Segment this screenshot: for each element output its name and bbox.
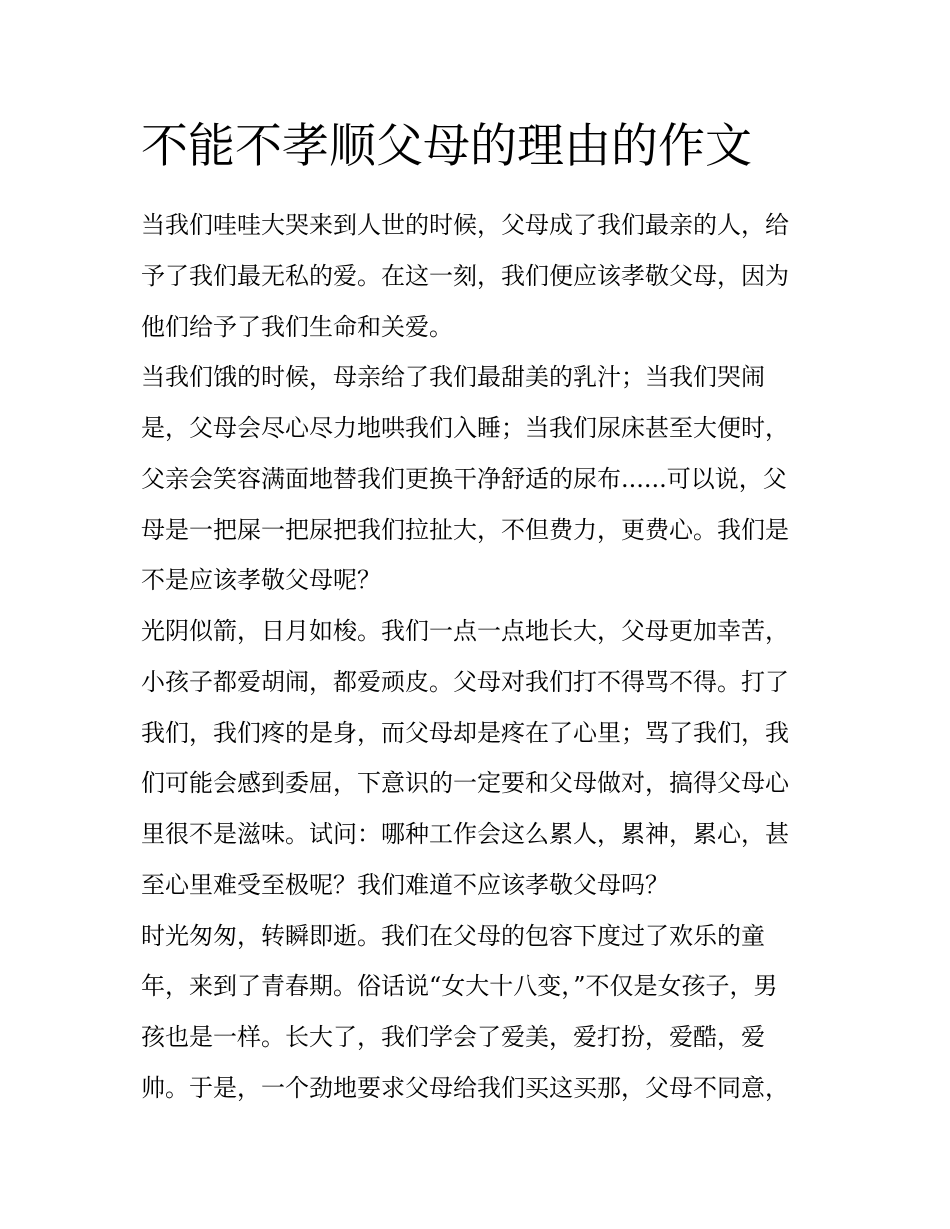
- text-line: 母是一把屎一把尿把我们拉扯大，不但费力，更费心。我们是: [141, 515, 789, 544]
- text-line: 年，来到了青春期。俗话说“女大十八变，”不仅是女孩子，男: [141, 972, 778, 1001]
- text-line: 光阴似箭，日月如梭。我们一点一点地长大，父母更加幸苦，: [141, 617, 789, 645]
- text-line: 帅。于是，一个劲地要求父母给我们买这买那，父母不同意，: [141, 1073, 789, 1102]
- text-line: 我们，我们疼的是身，而父母却是疼在了心里；骂了我们，我: [141, 718, 789, 747]
- text-line: 予了我们最无私的爱。在这一刻，我们便应该孝敬父母，因为: [141, 261, 789, 290]
- text-line: 不是应该孝敬父母呢？: [141, 566, 381, 595]
- text-line: 小孩子都爱胡闹，都爱顽皮。父母对我们打不得骂不得。打了: [141, 667, 789, 696]
- text-line: 里很不是滋味。试问：哪种工作会这么累人，累神，累心，甚: [141, 820, 789, 848]
- document-title: 不能不孝顺父母的理由的作文: [141, 119, 752, 174]
- text-line: 们可能会感到委屈，下意识的一定要和父母做对，搞得父母心: [141, 769, 789, 798]
- text-line: 他们给予了我们生命和关爱。: [141, 312, 453, 341]
- document-body: [141, 200, 821, 1114]
- text-line: 当我们饿的时候，母亲给了我们最甜美的乳汁；当我们哭闹: [141, 363, 765, 392]
- text-line: 父亲会笑容满面地替我们更换干净舒适的尿布......可以说，父: [141, 464, 787, 493]
- text-line: 时光匆匆，转瞬即逝。我们在父母的包容下度过了欢乐的童: [141, 921, 765, 950]
- text-line: 孩也是一样。长大了，我们学会了爱美，爱打扮，爱酷，爱: [141, 1023, 765, 1051]
- text-line: 是，父母会尽心尽力地哄我们入睡；当我们尿床甚至大便时，: [141, 414, 789, 442]
- text-line: 至心里难受至极呢？我们难道不应该孝敬父母吗？: [141, 870, 669, 899]
- text-line: 当我们哇哇大哭来到人世的时候，父母成了我们最亲的人，给: [141, 211, 789, 239]
